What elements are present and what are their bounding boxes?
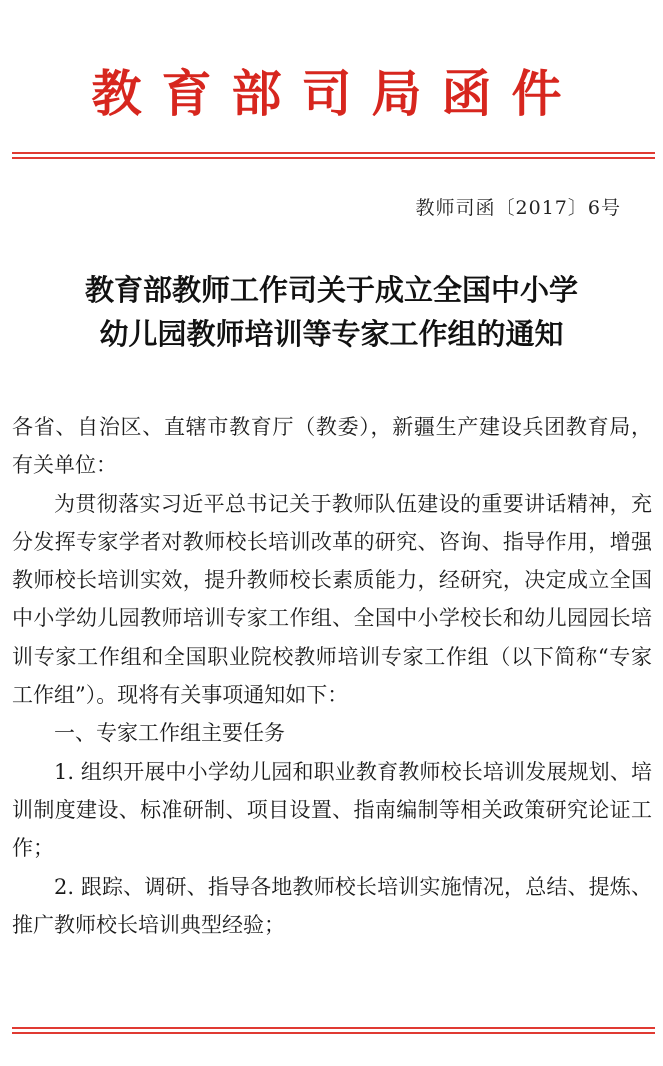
notice-title-line-1: 教育部教师工作司关于成立全国中小学 (84, 273, 578, 307)
masthead-divider-top (12, 152, 655, 154)
section-heading: 一、专家工作组主要任务 (54, 721, 285, 746)
intro-paragraph: 为贯彻落实习近平总书记关于教师队伍建设的重要讲话精神，充分发挥专家学者对教师校长培训改革的研究、咨询、指导作用，增强教师校长培训实效，提升教师校长素质能力，经研究，决定成立全国中小学幼儿园教师培训专家工作组、全国中小学校长和幼儿园园长培训专家工作组和全国职业院校教师培训专家工作组（以下简称“专家工作组”）。现将有关事项通知如下： (12, 491, 652, 708)
notice-title-line-2: 幼儿园教师培训等专家工作组的通知 (99, 317, 564, 351)
masthead-divider-bottom (12, 157, 655, 159)
masthead-title: 教育部司局函件 (91, 64, 582, 123)
task-item-1: 1. 组织开展中小学幼儿园和职业教育教师校长培训发展规划、培训制度建设、标准研制、项目设置、指南编制等相关政策研究论证工作； (12, 759, 652, 861)
notice-body (12, 408, 652, 944)
task-item-2: 2. 跟踪、调研、指导各地教师校长培训实施情况，总结、提炼、推广教师校长培训典型经验； (12, 874, 652, 937)
document-number: 教师司函〔2017〕6号 (415, 197, 621, 219)
footer-divider-top (12, 1027, 655, 1029)
addressee-paragraph: 各省、自治区、直辖市教育厅（教委），新疆生产建设兵团教育局，有关单位： (12, 415, 652, 478)
footer-divider-bottom (12, 1032, 655, 1034)
